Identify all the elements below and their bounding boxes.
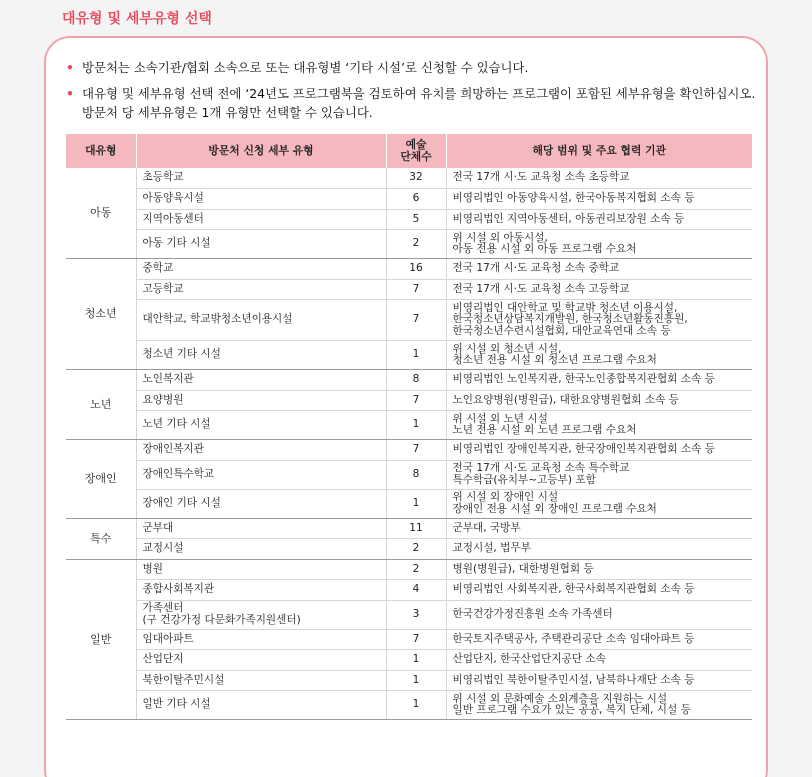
table-row [66,411,752,440]
org-count-cell: 6 [386,189,446,210]
table-row [66,189,752,210]
scope-cell: 한국토지주택공사, 주택관리공단 소속 임대아파트 등 [446,629,752,650]
org-count-cell: 5 [386,209,446,230]
org-count-cell: 3 [386,600,446,629]
table-row [66,580,752,601]
scope-cell: 비영리법인 장애인복지관, 한국장애인복지관협회 소속 등 [446,440,752,461]
org-count-cell: 2 [386,230,446,259]
table-row [66,489,752,518]
table-row [66,209,752,230]
table-body [66,168,752,720]
major-type-cell: 장애인 [66,440,136,519]
org-count-cell: 1 [386,489,446,518]
org-count-cell: 2 [386,559,446,580]
table-row [66,539,752,560]
org-count-cell: 1 [386,670,446,691]
sub-type-cell: 장애인복지관 [136,440,386,461]
scope-cell: 전국 17개 시·도 교육청 소속 중학교 [446,259,752,280]
org-count-cell: 1 [386,691,446,720]
facility-type-table [66,134,752,720]
sub-type-cell: 노년 기타 시설 [136,411,386,440]
scope-cell: 비영리법인 노인복지관, 한국노인종합복지관협회 소속 등 [446,370,752,391]
scope-cell: 비영리법인 아동양육시설, 한국아동복지협회 소속 등 [446,189,752,210]
sub-type-cell: 요양병원 [136,390,386,411]
scope-cell: 비영리법인 대안학교 및 학교밖 청소년 이용시설, 한국청소년상담복지개발원, 한국청소년활동진흥원, 한국청소년수련시설협회, 대안교육연대 소속 등 [446,300,752,341]
major-type-cell: 아동 [66,168,136,259]
org-count-cell: 1 [386,650,446,671]
sub-type-cell: 지역아동센터 [136,209,386,230]
scope-cell: 비영리법인 북한이탈주민시설, 남북하나재단 소속 등 [446,670,752,691]
table-row [66,230,752,259]
org-count-cell: 11 [386,518,446,539]
header-scope: 해당 범위 및 주요 협력 기관 [446,134,752,168]
scope-cell: 전국 17개 시·도 교육청 소속 특수학교 특수학급(유치부~고등부) 포함 [446,460,752,489]
table-row [66,341,752,370]
table-row [66,670,752,691]
header-org-count: 예술 단체수 [386,134,446,168]
sub-type-cell: 노인복지관 [136,370,386,391]
table-row [66,300,752,341]
notes-list [66,58,756,129]
scope-cell: 군부대, 국방부 [446,518,752,539]
sub-type-cell: 대안학교, 학교밖청소년이용시설 [136,300,386,341]
sub-type-cell: 초등학교 [136,168,386,189]
scope-cell: 노인요양병원(병원급), 대한요양병원협회 소속 등 [446,390,752,411]
major-type-cell: 일반 [66,559,136,720]
header-sub-type: 방문처 신청 세부 유형 [136,134,386,168]
sub-type-cell: 종합사회복지관 [136,580,386,601]
scope-cell: 전국 17개 시·도 교육청 소속 초등학교 [446,168,752,189]
org-count-cell: 4 [386,580,446,601]
org-count-cell: 7 [386,279,446,300]
major-type-cell: 특수 [66,518,136,559]
scope-cell: 교정시설, 법무부 [446,539,752,560]
table-row [66,559,752,580]
major-type-cell: 노년 [66,370,136,440]
sub-type-cell: 장애인 기타 시설 [136,489,386,518]
table-row [66,460,752,489]
table-row [66,390,752,411]
sub-type-cell: 중학교 [136,259,386,280]
major-type-cell: 청소년 [66,259,136,370]
org-count-cell: 7 [386,629,446,650]
sub-type-cell: 산업단지 [136,650,386,671]
org-count-cell: 7 [386,440,446,461]
table-row [66,629,752,650]
org-count-cell: 8 [386,370,446,391]
sub-type-cell: 교정시설 [136,539,386,560]
table-row [66,691,752,720]
org-count-cell: 1 [386,411,446,440]
note-item: • 대유형 및 세부유형 선택 전에 ‘24년도 프로그램북을 검토하여 유치를 희망하는 프로그램이 포함된 세부유형을 확인하십시오. 방문처 당 세부유형은 1개 유형만 선택할 수 있습니다. [66,84,756,122]
table-row [66,259,752,280]
scope-cell: 위 시설 외 노년 시설 노년 전용 시설 외 노년 프로그램 수요처 [446,411,752,440]
org-count-cell: 32 [386,168,446,189]
sub-type-cell: 가족센터 (구 건강가정 다문화가족지원센터) [136,600,386,629]
scope-cell: 위 시설 외 아동시설, 아동 전용 시설 외 아동 프로그램 수요처 [446,230,752,259]
sub-type-cell: 청소년 기타 시설 [136,341,386,370]
table-row [66,440,752,461]
table-row [66,600,752,629]
table-row [66,168,752,189]
table-row [66,370,752,391]
sub-type-cell: 아동 기타 시설 [136,230,386,259]
org-count-cell: 1 [386,341,446,370]
header-major-type: 대유형 [66,134,136,168]
sub-type-cell: 장애인특수학교 [136,460,386,489]
sub-type-cell: 병원 [136,559,386,580]
org-count-cell: 16 [386,259,446,280]
scope-cell: 위 시설 외 장애인 시설 장애인 전용 시설 외 장애인 프로그램 수요처 [446,489,752,518]
scope-cell: 병원(병원급), 대한병원협회 등 [446,559,752,580]
scope-cell: 비영리법인 지역아동센터, 아동권리보장원 소속 등 [446,209,752,230]
sub-type-cell: 군부대 [136,518,386,539]
scope-cell: 위 시설 외 청소년 시설, 청소년 전용 시설 외 청소년 프로그램 수요처 [446,341,752,370]
org-count-cell: 2 [386,539,446,560]
org-count-cell: 7 [386,390,446,411]
table-row [66,518,752,539]
scope-cell: 전국 17개 시·도 교육청 소속 고등학교 [446,279,752,300]
note-item: • 방문처는 소속기관/협회 소속으로 또는 대유형별 ‘기타 시설’로 신청할 수 있습니다. [66,58,756,77]
sub-type-cell: 고등학교 [136,279,386,300]
sub-type-cell: 임대아파트 [136,629,386,650]
scope-cell: 한국건강가정진흥원 소속 가족센터 [446,600,752,629]
sub-type-cell: 일반 기타 시설 [136,691,386,720]
sub-type-cell: 북한이탈주민시설 [136,670,386,691]
table-row [66,279,752,300]
table-header-row [66,134,752,168]
scope-cell: 위 시설 외 문화예술 소외계층을 지원하는 시설 일반 프로그램 수요가 있는 공공, 복지 단체, 시설 등 [446,691,752,720]
section-title: 대유형 및 세부유형 선택 [62,11,212,27]
scope-cell: 산업단지, 한국산업단지공단 소속 [446,650,752,671]
org-count-cell: 7 [386,300,446,341]
org-count-cell: 8 [386,460,446,489]
sub-type-cell: 아동양육시설 [136,189,386,210]
table-row [66,650,752,671]
scope-cell: 비영리법인 사회복지관, 한국사회복지관협회 소속 등 [446,580,752,601]
